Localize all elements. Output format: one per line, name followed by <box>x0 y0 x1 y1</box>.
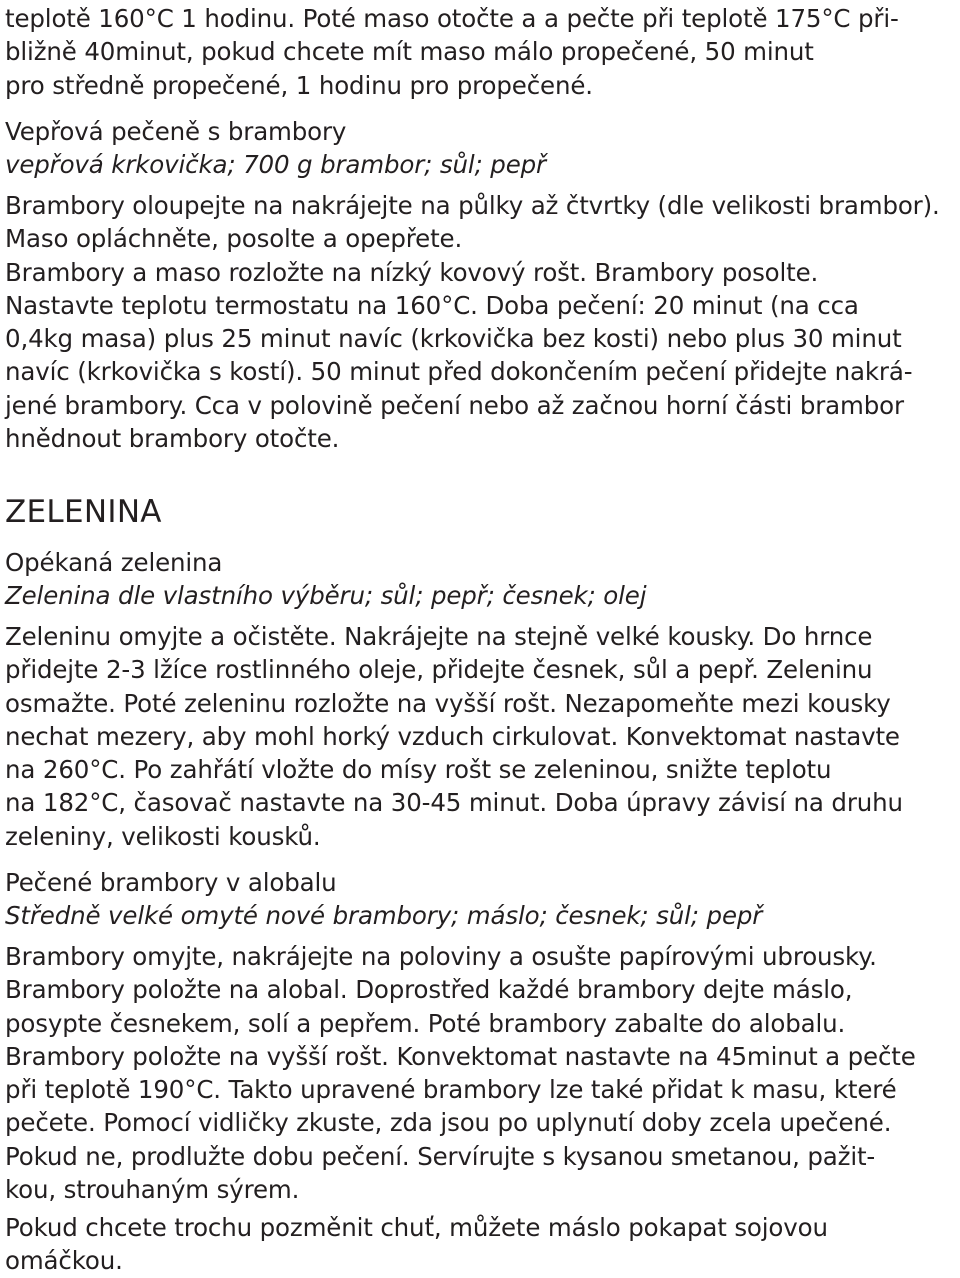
text-line: osmažte. Poté zeleninu rozložte na vyšší rošt. Nezapomeňte mezi kousky <box>5 688 891 718</box>
recipe-ingredients: vepřová krkovička; 700 g brambor; sůl; pepř <box>5 150 546 180</box>
intro-paragraph <box>5 2 940 102</box>
text-line: Pokud ne, prodlužte dobu pečení. Servírujte s kysanou smetanou, pažit- <box>5 1141 876 1171</box>
section-heading: ZELENINA <box>5 494 162 530</box>
potato-recipe-tip <box>5 1211 940 1278</box>
recipe-ingredients: Středně velké omyté nové brambory; máslo; česnek; sůl; pepř <box>5 901 763 931</box>
potato-recipe-header <box>5 866 940 933</box>
text-line: Brambory položte na alobal. Doprostřed každé brambory dejte máslo, <box>5 975 853 1005</box>
text-line: Zeleninu omyjte a očistěte. Nakrájejte na stejně velké kousky. Do hrnce <box>5 622 873 651</box>
recipe-title: Opékaná zelenina <box>5 548 223 577</box>
text-line: jené brambory. Cca v polovině pečení nebo až začnou horní části brambor <box>5 390 904 420</box>
potato-recipe-instructions <box>5 940 940 1206</box>
text-line: Brambory oloupejte na nakrájejte na půlky až čtvrtky (dle velikosti brambor). <box>5 191 940 220</box>
text-line: při teplotě 190°C. Takto upravené brambory lze také přidat k masu, které <box>5 1075 897 1105</box>
text-line: hnědnout brambory otočte. <box>5 424 340 454</box>
recipe-ingredients: Zelenina dle vlastního výběru; sůl; pepř; česnek; olej <box>5 581 647 611</box>
text-line: pečete. Pomocí vidličky zkuste, zda jsou po uplynutí doby zcela upečené. <box>5 1108 892 1138</box>
recipe-title: Pečené brambory v alobalu <box>5 868 337 897</box>
text-line: teplotě 160°C 1 hodinu. Poté maso otočte a a pečte při teplotě 175°C při- <box>5 4 899 33</box>
text-line: pro středně propečené, 1 hodinu pro propečené. <box>5 70 593 100</box>
text-line: 0,4kg masa) plus 25 minut navíc (krkovička bez kosti) nebo plus 30 minut <box>5 324 902 354</box>
vegetable-recipe-header <box>5 546 940 613</box>
text-line: navíc (krkovička s kostí). 50 minut před dokončením pečení přidejte nakrá- <box>5 357 913 387</box>
text-line: Maso opláchněte, posolte a opepřete. <box>5 224 463 254</box>
text-line: zeleniny, velikosti kousků. <box>5 821 321 851</box>
text-line: kou, strouhaným sýrem. <box>5 1175 300 1205</box>
text-line: na 260°C. Po zahřátí vložte do mísy rošt se zeleninou, snižte teplotu <box>5 755 832 785</box>
vegetable-recipe-instructions <box>5 620 940 853</box>
recipe-title: Vepřová pečeně s brambory <box>5 117 347 146</box>
text-line: Pokud chcete trochu pozměnit chuť, můžete máslo pokapat sojovou <box>5 1213 828 1242</box>
text-line: posypte česnekem, solí a pepřem. Poté brambory zabalte do alobalu. <box>5 1008 846 1038</box>
text-line: na 182°C, časovač nastavte na 30-45 minut. Doba úpravy závisí na druhu <box>5 788 903 818</box>
text-line: omáčkou. <box>5 1246 123 1276</box>
pork-recipe-header <box>5 115 940 182</box>
text-line: přidejte 2-3 lžíce rostlinného oleje, přidejte česnek, sůl a pepř. Zeleninu <box>5 655 873 685</box>
text-line: bližně 40minut, pokud chcete mít maso málo propečené, 50 minut <box>5 37 814 67</box>
text-line: Brambory omyjte, nakrájejte na poloviny a osušte papírovými ubrousky. <box>5 942 877 971</box>
text-line: nechat mezery, aby mohl horký vzduch cirkulovat. Konvektomat nastavte <box>5 721 900 751</box>
pork-recipe-instructions <box>5 189 940 455</box>
text-line: Brambory položte na vyšší rošt. Konvektomat nastavte na 45minut a pečte <box>5 1041 916 1071</box>
text-line: Brambory a maso rozložte na nízký kovový rošt. Brambory posolte. <box>5 257 819 287</box>
text-line: Nastavte teplotu termostatu na 160°C. Doba pečení: 20 minut (na cca <box>5 290 859 320</box>
